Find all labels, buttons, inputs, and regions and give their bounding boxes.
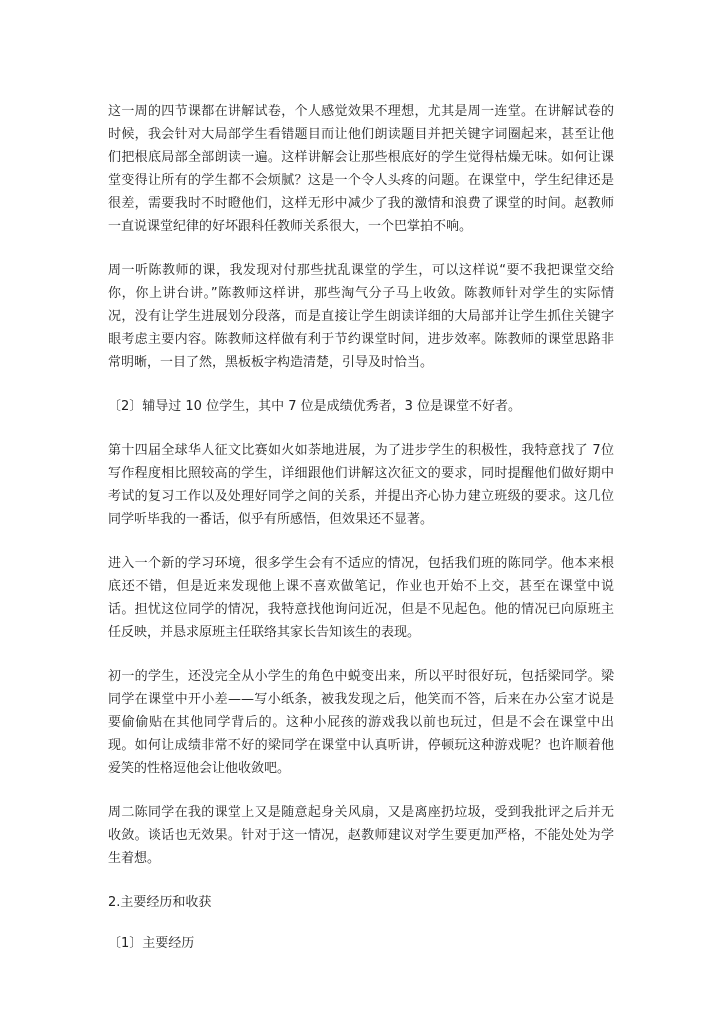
paragraph-lesson-review: 这一周的四节课都在讲解试卷，个人感觉效果不理想，尤其是周一连堂。在讲解试卷的时候，我会针对大局部学生看错题目而让他们朗读题目并把关键字词圈起来，甚至让他们把根底局部全部朗读一遍。这样讲解会让那些根底好的学生觉得枯燥无味。如何让课堂变得让所有的学生都不会烦腻？这是一个令人头疼的问题。在课堂中，学生纪律还是很差，需要我时不时瞪他们，这样无形中减少了我的激情和浪费了课堂的时间。赵教师一直说课堂纪律的好坏跟科任教师关系很大，一个巴掌拍不响。 [108,104,614,234]
paragraph-student-liang: 初一的学生，还没完全从小学生的角色中蜕变出来，所以平时很好玩，包括梁同学。梁同学在课堂中开小差——写小纸条，被我发现之后，他笑而不答，后来在办公室才说是要偷偷贴在其他同学背后的。这种小屁孩的游戏我以前也玩过，但是不会在课堂中出现。如何让成绩非常不好的梁同学在课堂中认真听讲，停顿玩这种游戏呢？也许顺着他爱笑的性格逗他会让他收敛吧。 [108,669,614,776]
paragraph-tuesday-incident: 周二陈同学在我的课堂上又是随意起身关风扇，又是离座扔垃圾，受到我批评之后并无收敛。谈话也无效果。针对于这一情况，赵教师建议对学生要更加严格，不能处处为学生着想。 [108,805,614,866]
subsection-heading: 〔1〕主要经历 [108,936,195,951]
paragraph-essay-contest: 第十四届全球华人征文比赛如火如荼地进展，为了进步学生的积极性，我特意找了 7位写作程度相比照较高的学生，详细跟他们讲解这次征文的要求，同时提醒他们做好期中考试的复习工作以及处理好同学之间的关系，并提出齐心协力建立班级的要求。这几位同学听毕我的一番话，似乎有所感悟，但效果还不显著。 [108,443,614,527]
paragraph-tutoring-summary: 〔2〕辅导过 10 位学生，其中 7 位是成绩优秀者，3 位是课堂不好者。 [108,399,522,414]
document-body [108,100,614,973]
section-heading: 2.主要经历和收获 [108,895,212,910]
paragraph-student-chen: 进入一个新的学习环境，很多学生会有不适应的情况，包括我们班的陈同学。他本来根底还不错，但是近来发现他上课不喜欢做笔记，作业也开始不上交，甚至在课堂中说话。担忧这位同学的情况，我特意找他询问近况，但是不见起色。他的情况已向原班主任反映，并恳求原班主任联络其家长告知该生的表现。 [108,556,614,640]
paragraph-observation: 周一听陈教师的课，我发现对付那些扰乱课堂的学生，可以这样说“要不我把课堂交给你，你上讲台讲。”陈教师这样讲，那些淘气分子马上收敛。陈教师针对学生的实际情况，没有让学生进展划分段落，而是直接让学生朗读详细的大局部并让学生抓住关键字眼考虑主要内容。陈教师这样做有利于节约课堂时间，进步效率。陈教师的课堂思路非常明晰，一目了然，黑板板字构造清楚，引导及时恰当。 [108,263,614,370]
